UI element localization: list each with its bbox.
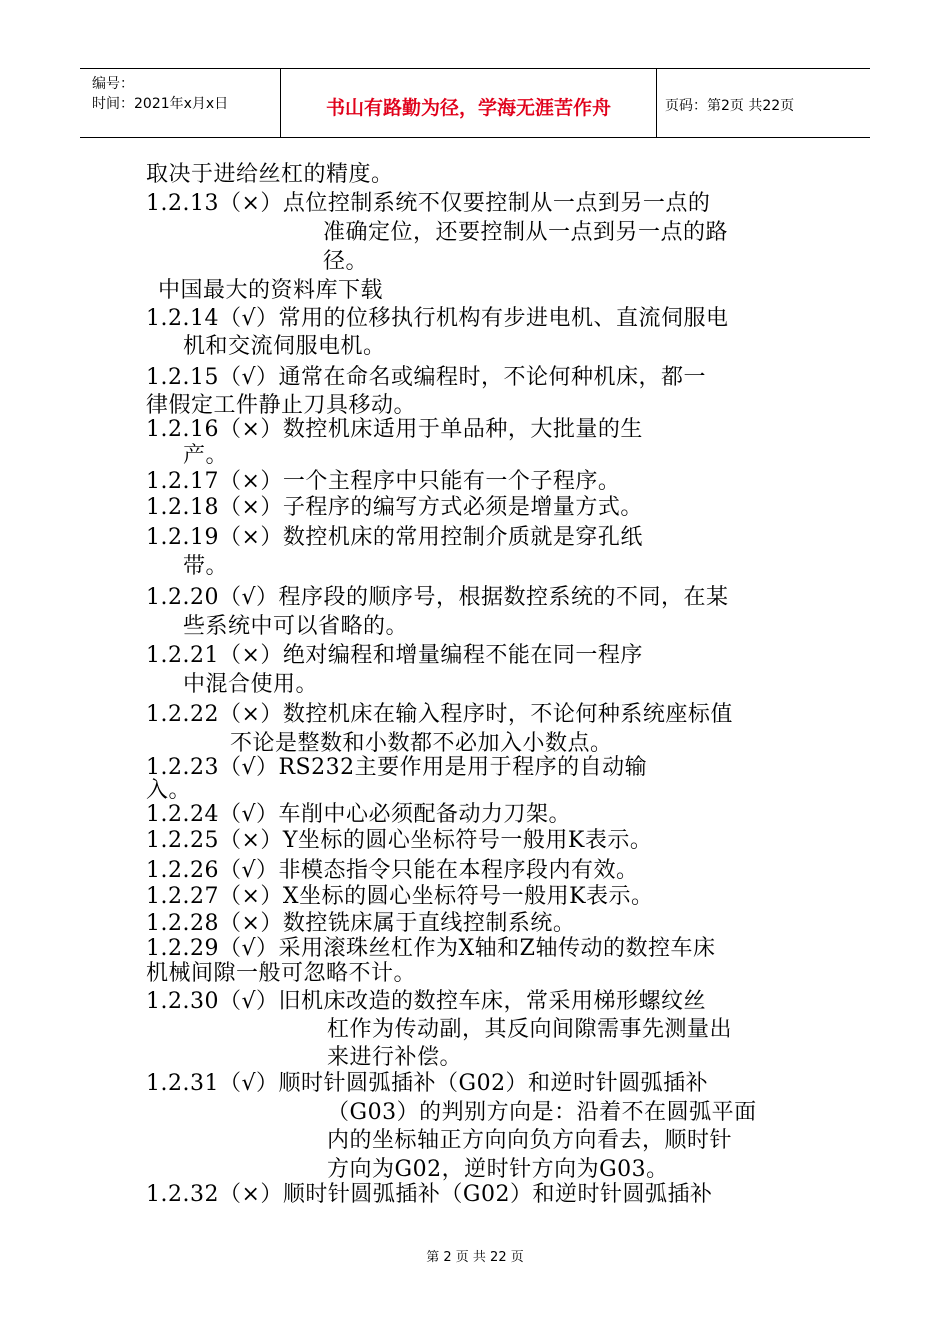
text-line: 1.2.16（×）数控机床适用于单品种，大批量的生 <box>146 417 643 442</box>
text-line: 1.2.23（√）RS232主要作用是用于程序的自动输 <box>146 755 648 780</box>
text-line: （G03）的判别方向是：沿着不在圆弧平面 <box>327 1100 757 1125</box>
header-page-info: 页码：第2页 共22页 <box>665 98 795 114</box>
text-line: 杠作为传动副，其反向间隙需事先测量出 <box>327 1017 733 1042</box>
text-line: 1.2.26（√）非模态指令只能在本程序段内有效。 <box>146 858 639 883</box>
text-line: 取决于进给丝杠的精度。 <box>146 162 394 187</box>
text-line: 1.2.20（√）程序段的顺序号，根据数控系统的不同，在某 <box>146 585 729 610</box>
text-line: 产。 <box>183 443 229 468</box>
text-line: 1.2.29（√）采用滚珠丝杠作为X轴和Z轴传动的数控车床 <box>146 936 716 961</box>
text-line: 来进行补偿。 <box>327 1045 463 1070</box>
page-footer: 第 2 页 共 22 页 <box>426 1250 524 1265</box>
text-line: 内的坐标轴正方向向负方向看去，顺时针 <box>327 1128 733 1153</box>
text-line: 中国最大的资料库下载 <box>158 278 384 303</box>
text-line: 1.2.28（×）数控铣床属于直线控制系统。 <box>146 911 576 936</box>
text-line: 1.2.27（×）X坐标的圆心坐标符号一般用K表示。 <box>146 884 654 909</box>
text-line: 1.2.18（×）子程序的编写方式必须是增量方式。 <box>146 495 643 520</box>
text-line: 机械间隙一般可忽略不计。 <box>146 961 417 986</box>
text-line: 1.2.25（×）Y坐标的圆心坐标符号一般用K表示。 <box>146 828 653 853</box>
text-line: 不论是整数和小数都不必加入小数点。 <box>230 731 613 756</box>
text-line: 1.2.21（×）绝对编程和增量编程不能在同一程序 <box>146 643 643 668</box>
text-line: 1.2.19（×）数控机床的常用控制介质就是穿孔纸 <box>146 525 643 550</box>
text-line: 些系统中可以省略的。 <box>183 614 409 639</box>
text-line: 准确定位，还要控制从一点到另一点的路 <box>323 220 729 245</box>
document-number-label: 编号： <box>92 76 134 92</box>
text-line: 入。 <box>146 778 192 803</box>
text-line: 方向为G02，逆时针方向为G03。 <box>327 1157 669 1182</box>
header-motto: 书山有路勤为径，学海无涯苦作舟 <box>325 97 611 119</box>
text-line: 带。 <box>183 554 229 579</box>
text-line: 1.2.22（×）数控机床在输入程序时，不论何种系统座标值 <box>146 702 733 727</box>
text-line: 1.2.31（√）顺时针圆弧插补（G02）和逆时针圆弧插补 <box>146 1071 709 1096</box>
text-line: 机和交流伺服电机。 <box>183 334 386 359</box>
text-line: 径。 <box>323 249 369 274</box>
text-line: 1.2.32（×）顺时针圆弧插补（G02）和逆时针圆弧插补 <box>146 1182 713 1207</box>
text-line: 中混合使用。 <box>183 672 319 697</box>
text-line: 1.2.17（×）一个主程序中只能有一个子程序。 <box>146 469 621 494</box>
document-date-label: 时间：2021年x月x日 <box>92 96 229 112</box>
text-line: 1.2.15（√）通常在命名或编程时，不论何种机床，都一 <box>146 365 706 390</box>
text-line: 1.2.13（×）点位控制系统不仅要控制从一点到另一点的 <box>146 191 711 216</box>
text-line: 律假定工件静止刀具移动。 <box>146 393 417 418</box>
text-line: 1.2.14（√）常用的位移执行机构有步进电机、直流伺服电 <box>146 306 729 331</box>
text-line: 1.2.30（√）旧机床改造的数控车床，常采用梯形螺纹丝 <box>146 989 706 1014</box>
text-line: 1.2.24（√）车削中心必须配备动力刀架。 <box>146 802 571 827</box>
